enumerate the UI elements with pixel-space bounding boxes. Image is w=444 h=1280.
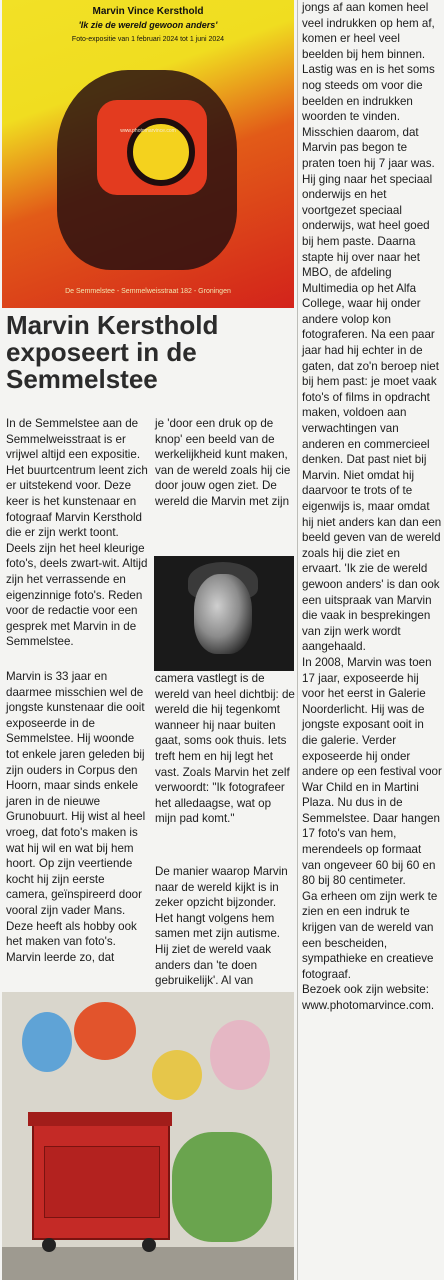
poster-title: Marvin Vince Kersthold bbox=[92, 6, 204, 17]
mural-flower-blue bbox=[22, 1012, 72, 1072]
mural-bin-photo bbox=[2, 992, 294, 1280]
paragraph-invitation: Ga erheen om zijn werk te zien en een indruk te krijgen van de wereld van een bescheiden, sympathieke en creatieve fotograaf. bbox=[302, 889, 438, 981]
bin-lid bbox=[28, 1112, 172, 1126]
portrait-face bbox=[194, 574, 252, 654]
paragraph-autism: De manier waarop Marvin naar de wereld kijkt is in zeker opzicht bijzonder. Het hangt volgens hem samen met zijn autisme. Hij ziet de wereld vaak anders dan 'te doen gebruikelijk'. Al van bbox=[155, 865, 288, 988]
poster-quote: 'Ik zie de wereld gewoon anders' bbox=[78, 20, 218, 30]
red-waste-bin bbox=[32, 1124, 170, 1240]
column-1-intro bbox=[6, 416, 148, 650]
exhibition-poster bbox=[2, 0, 294, 308]
bin-wheel-left bbox=[42, 1238, 56, 1252]
mural-leaves bbox=[172, 1132, 272, 1242]
column-divider bbox=[297, 0, 298, 1280]
paragraph-website: Bezoek ook zijn website: www.photomarvince.com. bbox=[302, 983, 435, 1012]
mural-flower-yellow bbox=[152, 1050, 202, 1100]
poster-dates: Foto-expositie van 1 februari 2024 tot 1 juni 2024 bbox=[71, 36, 225, 43]
paragraph-youth: jongs af aan komen heel veel indrukken op hem af, komen er heel veel beelden bij hem binnen. Lastig was en is het soms nog steeds om voor die beelden en indrukken woorden te vinden. Misschien daarom, dat Marvin pas begon te praten toen hij 7 jaar was. Hij ging naar het speciaal onderwijs en het voortgezet speciaal onderwijs, wat heel goed bij hem paste. Daarna stapte hij over naar het MBO, de afdeling Multimedia op het Alfa College, waar hij onder andere volop kon fotograferen. Na een paar jaar had hij echter in de gaten, dat zo'n beroep niet bij hem past: je moet vaak foto's of films in opdracht maken, voldoen aan verwachtingen van anderen en commercieel denken. Dat past niet bij Marvin. Niet omdat hij daarvoor te trots of te eigenwijs is, maar omdat hij niet anders kan dan een beeld geven van de wereld zoals hij die ziet en ervaart. 'Ik zie de wereld gewoon anders' is dan ook een uitspraak van Marvin die vaak in besprekingen van zijn werk wordt aangehaald. bbox=[302, 1, 442, 654]
paragraph-world: camera vastlegt is de wereld van heel dichtbij: de wereld die hij tegenkomt wanneer hij naar buiten gaat, soms ook thuis. Iets treft hem en hij legt het vast. Zoals Marvin het zelf verwoordt: "Ik fotografeer het alledaagse, wat op mijn pad komt." bbox=[155, 672, 295, 826]
poster-url: www.photomarvince.com bbox=[120, 128, 176, 134]
mural-flower-pink bbox=[210, 1020, 270, 1090]
poster-address: De Semmelstee - Semmelweisstraat 182 - Groningen bbox=[65, 288, 231, 295]
paragraph-intro: In de Semmelstee aan de Semmelweisstraat is er vrijwel altijd een expositie. Het buurtcentrum leent zich er uitstekend voor. Deze keer is het kunstenaar en fotograaf Marvin Kersthold die er zijn werkt toont. Deels zijn het heel kleurige foto's, deels zwart-wit. Altijd zijn het verrassende en eigenzinnige foto's. Reden voor de redactie voor een gesprek met Marvin in de Semmelstee. bbox=[6, 417, 148, 649]
mural-flower-red bbox=[74, 1002, 136, 1060]
article-headline: Marvin Kersthold exposeert in de Semmelstee bbox=[6, 310, 219, 394]
bin-front bbox=[44, 1146, 160, 1218]
column-2-bottom bbox=[155, 864, 295, 989]
column-1-body bbox=[6, 669, 148, 965]
portrait-photo bbox=[154, 556, 294, 671]
column-3 bbox=[302, 0, 442, 1014]
paragraph-continuation: je 'door een druk op de knop' een beeld van de werkelijkheid kunt maken, van de wereld zoals hij cie door jouw ogen ziet. De wereld die Marvin met zijn bbox=[155, 417, 291, 508]
column-2-mid bbox=[155, 671, 295, 827]
paragraph-background: Marvin is 33 jaar en daarmee misschien wel de jongste kunstenaar die ooit exposeerde in de Semmelstee. Hij woonde tot enkele jaren geleden bij zijn ouders in Corpus den Hoorn, maar sinds enkele jaren in de nieuwe Grunobuurt. Hij wist al heel vroeg, dat foto's maken is wat hij wil en wat bij hem hoort. Op zijn veertiende kocht hij zijn eerste camera, geïnspireerd door vooral zijn vader Mans. Deze heeft als hobby ook het maken van foto's. Marvin leerde zo, dat bbox=[6, 670, 146, 964]
paragraph-exhibitions: In 2008, Marvin was toen 17 jaar, exposeerde hij voor het eerst in Galerie Noorderlicht. Hij was de jongste exposant ooit in die galerie. Verder exposeerde hij onder andere op een festival voor War Child en in Martini Plaza. Nu dus in de Semmelstee. Daar hangen 17 foto's van hem, merendeels op formaat van ongeveer 60 bij 60 en 80 bij 80 centimeter. bbox=[302, 655, 442, 888]
bin-wheel-right bbox=[142, 1238, 156, 1252]
column-2-top bbox=[155, 416, 295, 510]
